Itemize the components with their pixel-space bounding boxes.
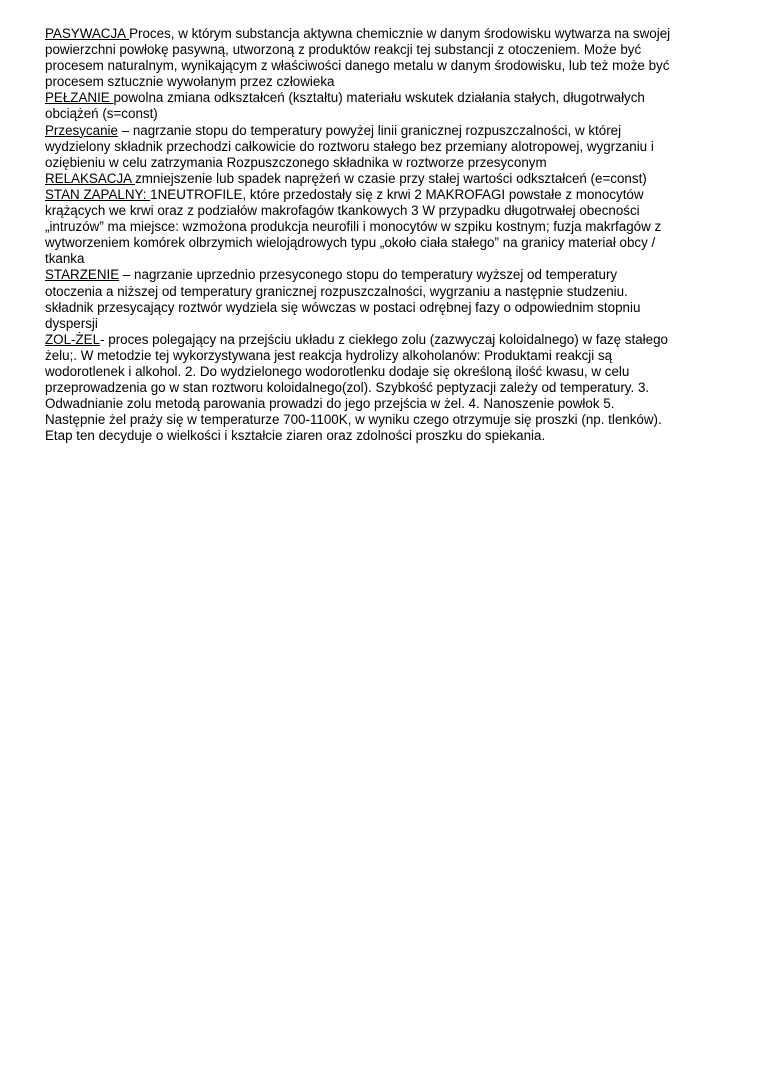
document-page xyxy=(45,26,675,444)
term-przesycanie: Przesycanie xyxy=(45,122,118,138)
definition-relaksacja xyxy=(45,171,675,187)
definition-pelzanie xyxy=(45,90,675,122)
definition-przesycanie xyxy=(45,123,675,171)
term-pasywacja: PASYWACJA xyxy=(45,26,130,41)
definition-zol-zel xyxy=(45,332,675,445)
term-pelzanie: PEŁZANIE xyxy=(45,90,114,106)
term-zol-zel: ZOL-ŻEL xyxy=(45,331,101,347)
term-relaksacja: RELAKSACJA xyxy=(45,170,136,186)
term-starzenie: STARZENIE xyxy=(45,267,120,283)
definition-starzenie xyxy=(45,267,675,331)
definition-text-stan-zapalny: 1NEUTROFILE, które przedostały się z krwi 2 MAKROFAGI powstałe z monocytów krążących we krwi oraz z podziałów makrofagów tkankowych 3 W przypadku długotrwałej obecności „intruzów” ma miejsce: wzmożona produkcja neurofili i monocytów w szpiku kostnym; fuzja makrfagów z wytworzeniem komórek olbrzymich wielojądrowych typu „około ciała stałego” na granicy materiał obcy / tkanka xyxy=(45,186,662,267)
definition-stan-zapalny xyxy=(45,187,675,267)
definition-text-starzenie: – nagrzanie uprzednio przesyconego stopu do temperatury wyższej od temperatury otoczenia a niższej od temperatury granicznej rozpuszczalności, wygrzaniu a następnie studzeniu. składnik przesycający roztwór wydziela się wówczas w postaci odrębnej fazy o odpowiednim stopniu dyspersji xyxy=(45,267,641,331)
definition-text-przesycanie: – nagrzanie stopu do temperatury powyżej linii granicznej rozpuszczalności, w której wydzielony składnik przechodzi całkowicie do roztworu stałego bez przemiany alotropowej, wygrzaniu i oziębieniu w celu zatrzymania Rozpuszczonego składnika w roztworze przesyconym xyxy=(45,122,654,170)
definition-text-pelzanie: powolna zmiana odkształceń (kształtu) materiału wskutek działania stałych, długotrwałych obciążeń (s=const) xyxy=(45,90,645,122)
term-stan-zapalny: STAN ZAPALNY: xyxy=(45,186,151,202)
definition-text-pasywacja: Proces, w którym substancja aktywna chemicznie w danym środowisku wytwarza na swojej powierzchni powłokę pasywną, utworzoną z produktów reakcji tej substancji z otoczeniem. Może być procesem naturalnym, wynikającym z właściwości danego metalu w danym środowisku, lub też może być procesem sztucznie wywołanym przez człowieka xyxy=(45,26,671,90)
definition-pasywacja xyxy=(45,26,675,90)
definition-text-relaksacja: zmniejszenie lub spadek naprężeń w czasie przy stałej wartości odkształceń (e=const) xyxy=(135,170,647,186)
definition-text-zol-zel: - proces polegający na przejściu układu z ciekłego zolu (zazwyczaj koloidalnego) w fazę stałego żelu;. W metodzie tej wykorzystywana jest reakcja hydrolizy alkoholanów: Produktami reakcji są wodorotlenek i alkohol. 2. Do wydzielonego wodorotlenku dodaje się określoną ilość kwasu, w celu przeprowadzenia go w stan roztworu koloidalnego(zol). Szybkość peptyzacji zależy od temperatury. 3. Odwadnianie zolu metodą parowania prowadzi do jego przejścia w żel. 4. Nanoszenie powłok 5. Następnie żel praży się w temperaturze 700-1100K, w wyniku czego otrzymuje się proszki (np. tlenków). Etap ten decyduje o wielkości i kształcie ziaren oraz zdolności proszku do spiekania. xyxy=(45,331,668,444)
